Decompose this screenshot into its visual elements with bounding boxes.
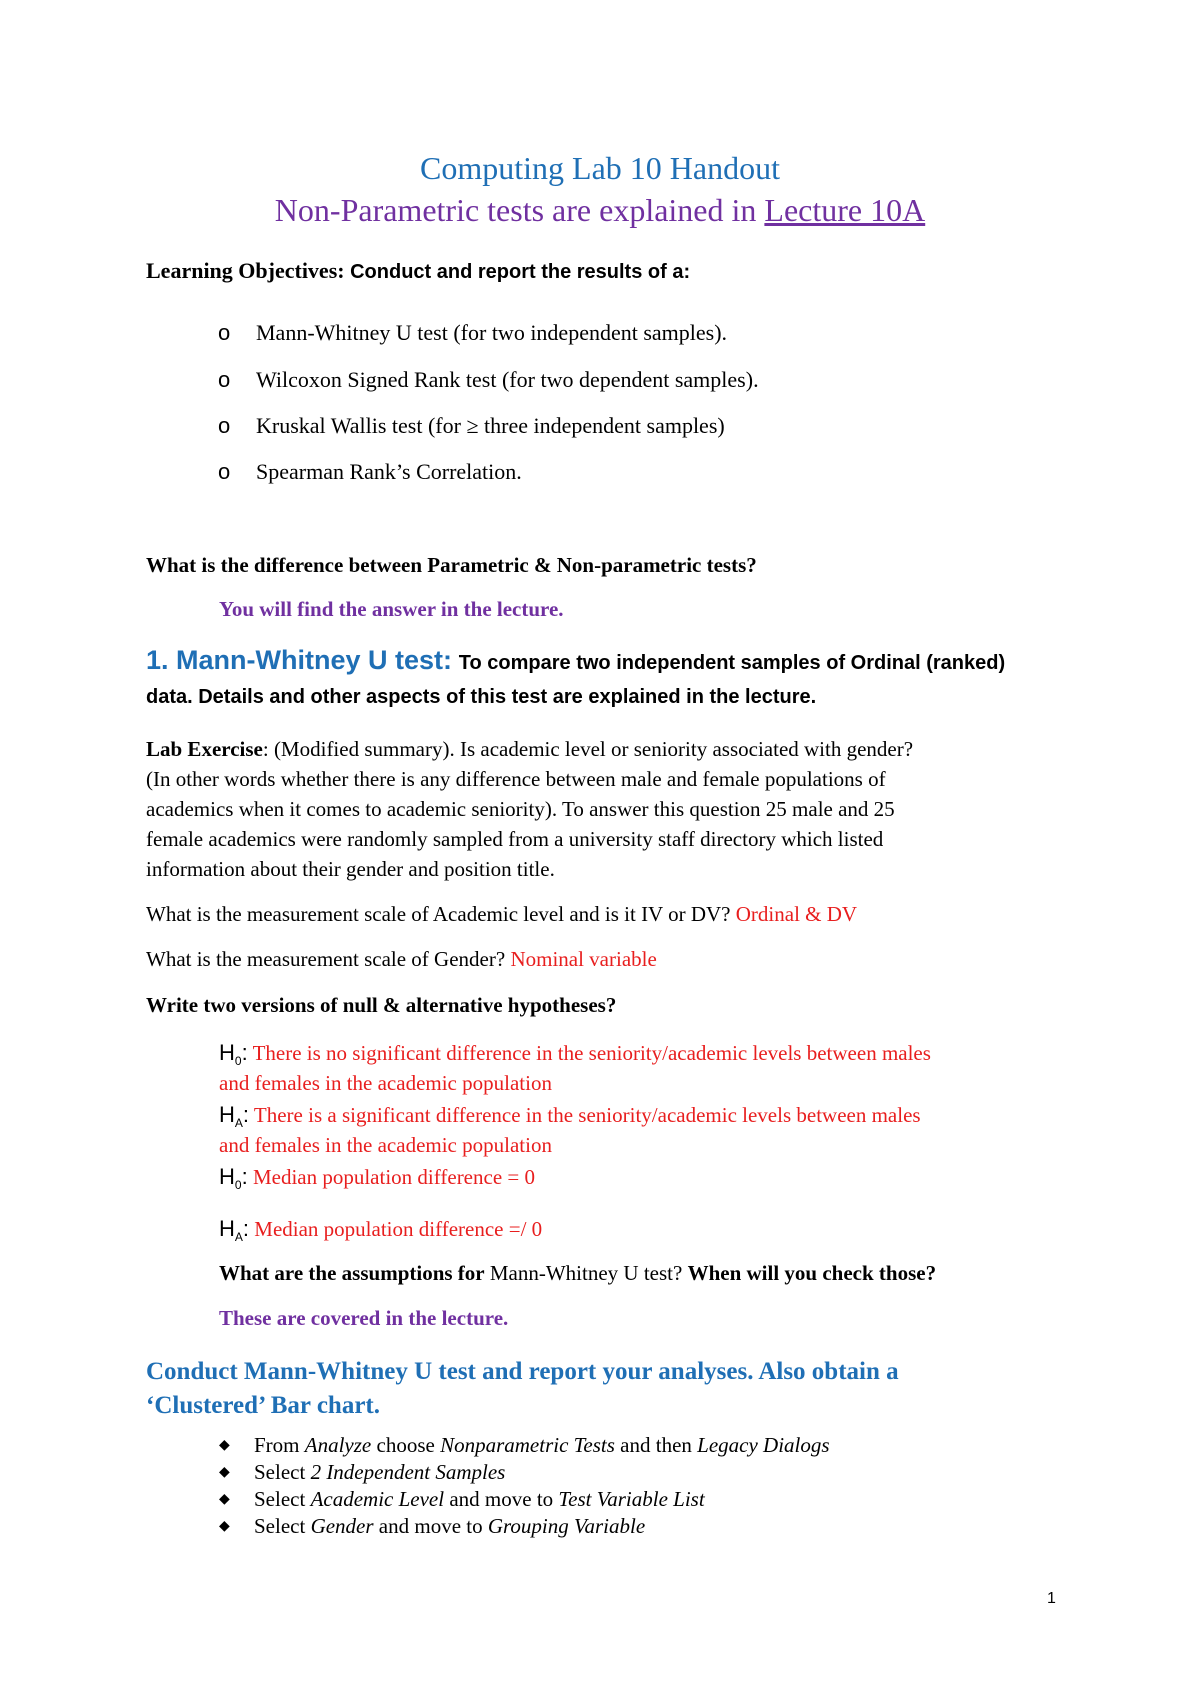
hypothesis-text: There is a significant difference in the seniority/academic levels between males bbox=[253, 1103, 921, 1127]
question-scale-gender bbox=[146, 944, 657, 974]
field-name: Grouping Variable bbox=[487, 1514, 646, 1538]
objective-text: Wilcoxon Signed Rank test (for two dependent samples). bbox=[256, 367, 759, 392]
variable-name: Academic Level bbox=[310, 1487, 445, 1511]
bullet-icon: ◆ bbox=[219, 1465, 230, 1480]
null-hypothesis-median: $H_0$: Median population difference = 0 bbox=[219, 1164, 535, 1193]
question-text: What are the assumptions for bbox=[219, 1261, 485, 1285]
menu-name: Legacy Dialogs bbox=[697, 1433, 830, 1457]
question-difference: What is the difference between Parametric & Non-parametric tests? bbox=[146, 553, 757, 577]
learning-objectives-text: Conduct and report the results of a: bbox=[350, 261, 691, 283]
variable-name: Gender bbox=[310, 1514, 374, 1538]
step-item: ◆ Select Gender and move to Grouping Variable bbox=[219, 1514, 646, 1538]
hypothesis-subscript: 0 bbox=[234, 1054, 242, 1069]
hypothesis-text: There is no significant difference in the seniority/academic levels between males bbox=[252, 1041, 931, 1065]
document-subtitle bbox=[0, 192, 1200, 229]
lab-exercise-label: Lab Exercise bbox=[146, 737, 263, 761]
objective-text: Kruskal Wallis test (for ≥ three independent samples) bbox=[256, 413, 725, 438]
hypothesis-subscript: 0 bbox=[234, 1178, 242, 1193]
section-1-desc: To compare two independent samples of Ordinal (ranked) bbox=[458, 652, 1006, 674]
learning-objectives-label: Learning Objectives: bbox=[146, 258, 345, 283]
alt-hypothesis-median: $H_A$: Median population difference =/ 0 bbox=[219, 1216, 543, 1245]
answer-assumptions: These are covered in the lecture. bbox=[219, 1306, 509, 1330]
bullet-icon: ◆ bbox=[219, 1438, 230, 1453]
step-item: ◆ Select Academic Level and move to Test Variable List bbox=[219, 1487, 705, 1511]
step-item: ◆ Select 2 Independent Samples bbox=[219, 1460, 506, 1484]
alt-hypothesis-cont: and females in the academic population bbox=[219, 1133, 552, 1157]
answer-text: Nominal variable bbox=[510, 947, 657, 971]
hypothesis-symbol: H bbox=[219, 1164, 235, 1189]
bullet-icon: ◆ bbox=[219, 1492, 230, 1507]
page-number: 1 bbox=[1047, 1590, 1056, 1607]
question-text: What is the measurement scale of Academic level and is it IV or DV? bbox=[146, 902, 731, 926]
hypothesis-text: Median population difference = 0 bbox=[252, 1165, 535, 1189]
lab-exercise-line: (In other words whether there is any difference between male and female populations of bbox=[146, 767, 886, 791]
hypothesis-subscript: A bbox=[234, 1116, 243, 1131]
section-1-title: 1. Mann-Whitney U test: bbox=[146, 645, 453, 675]
list-marker: o bbox=[218, 413, 231, 438]
section-1-heading bbox=[146, 645, 1005, 676]
lecture-link[interactable]: Lecture 10A bbox=[764, 192, 926, 228]
answer-difference: You will find the answer in the lecture. bbox=[219, 597, 564, 621]
objective-item bbox=[218, 367, 759, 393]
hypothesis-symbol: H bbox=[219, 1216, 235, 1241]
question-hypotheses: Write two versions of null & alternative hypotheses? bbox=[146, 993, 617, 1017]
step-item: ◆ From Analyze choose Nonparametric Tests and then Legacy Dialogs bbox=[219, 1433, 830, 1457]
learning-objectives bbox=[146, 258, 690, 284]
question-text: What is the measurement scale of Gender? bbox=[146, 947, 506, 971]
objective-item bbox=[218, 320, 727, 346]
objective-item bbox=[218, 459, 522, 485]
hypothesis-subscript: A bbox=[234, 1230, 243, 1245]
answer-text: Ordinal & DV bbox=[735, 902, 858, 926]
list-marker: o bbox=[218, 367, 231, 392]
field-name: Test Variable List bbox=[558, 1487, 705, 1511]
menu-name: Analyze bbox=[304, 1433, 372, 1457]
conduct-heading: Conduct Mann-Whitney U test and report your analyses. Also obtain a bbox=[146, 1358, 899, 1385]
bullet-icon: ◆ bbox=[219, 1519, 230, 1534]
hypothesis-symbol: H bbox=[219, 1040, 235, 1065]
null-hypothesis: $H_0$: There is no significant difference in the seniority/academic levels between males bbox=[219, 1040, 931, 1069]
list-marker: o bbox=[218, 320, 231, 345]
menu-name: 2 Independent Samples bbox=[310, 1460, 506, 1484]
objective-item bbox=[218, 413, 725, 439]
hypothesis-symbol: H bbox=[219, 1102, 235, 1127]
document-title: Computing Lab 10 Handout bbox=[420, 150, 780, 186]
objective-text: Mann-Whitney U test (for two independent samples). bbox=[256, 320, 728, 345]
question-text: When will you check those? bbox=[687, 1261, 937, 1285]
question-assumptions bbox=[219, 1261, 936, 1286]
list-marker: o bbox=[218, 459, 231, 484]
null-hypothesis-cont: and females in the academic population bbox=[219, 1071, 552, 1095]
lab-exercise-line: academics when it comes to academic seniority). To answer this question 25 male and 25 bbox=[146, 797, 895, 821]
lab-exercise-text: : (Modified summary). Is academic level or seniority associated with gender? bbox=[262, 737, 914, 761]
hypothesis-text: Median population difference =/ 0 bbox=[254, 1217, 543, 1241]
objective-text: Spearman Rank’s Correlation. bbox=[256, 459, 522, 484]
question-scale-level bbox=[146, 899, 857, 929]
subtitle-prefix: Non-Parametric tests are explained in bbox=[274, 192, 757, 228]
lab-exercise-line: information about their gender and position title. bbox=[146, 857, 555, 881]
section-1-desc-cont: data. Details and other aspects of this test are explained in the lecture. bbox=[146, 686, 817, 708]
menu-name: Nonparametric Tests bbox=[440, 1433, 615, 1457]
question-test-name: Mann-Whitney U test? bbox=[489, 1261, 683, 1285]
conduct-heading-cont: ‘Clustered’ Bar chart. bbox=[146, 1392, 380, 1419]
lab-exercise-line: female academics were randomly sampled from a university staff directory which listed bbox=[146, 827, 884, 851]
alt-hypothesis: $H_A$: There is a significant difference in the seniority/academic levels between males bbox=[219, 1102, 921, 1131]
lab-exercise-line bbox=[146, 734, 913, 764]
